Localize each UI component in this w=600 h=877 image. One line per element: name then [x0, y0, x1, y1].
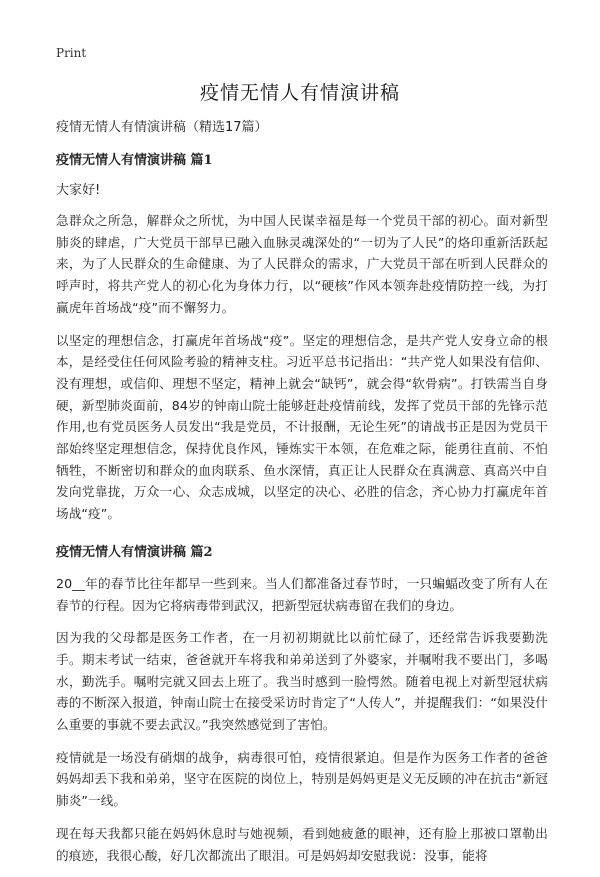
- section-heading: 疫情无情人有情演讲稿 篇2: [56, 544, 213, 560]
- paragraph: 急群众之所急，解群众之所忧，为中国人民谋幸福是每一个党员干部的初心。面对新型肺炎的肆虐，广大党员干部早已融入血脉灵魂深处的“一切为了人民”的烙印重新活跃起来，为了人民群众的生命健康、为了人民群众的需求，广大党员干部在听到人民群众的呼声时，将共产党人的初心化为身体力行，以“硬核”作风本领奔赴疫情防控一线，为打赢虎年首场战“疫”而不懈努力。: [56, 213, 548, 315]
- section-1: [56, 151, 548, 525]
- greeting-text: 大家好!: [56, 183, 101, 198]
- print-link[interactable]: Print: [56, 46, 87, 60]
- paragraph: 现在每天我都只能在妈妈休息时与她视频，看到她疲惫的眼神，还有脸上那被口罩勒出的痕迹，我很心酸，好几次都流出了眼泪。可是妈妈却安慰我说：没事，能将: [56, 825, 548, 863]
- paragraph: 20__年的春节比往年都早一些到来。当人们都准备过春节时，一只蝙蝠改变了所有人在春节的行程。因为它将病毒带到武汉，把新型冠状病毒留在我们的身边。: [56, 575, 548, 613]
- document-subtitle: 疫情无情人有情演讲稿（精选17篇）: [56, 120, 268, 135]
- paragraph: 疫情就是一场没有硝烟的战争，病毒很可怕，疫情很紧迫。但是作为医务工作者的爸爸妈妈却丢下我和弟弟，坚守在医院的岗位上，特别是妈妈更是义无反顾的冲在抗击“新冠肺炎”一线。: [56, 749, 548, 809]
- document-body: [56, 118, 548, 877]
- paragraph: 因为我的父母都是医务工作者，在一月初初期就比以前忙碌了，还经常告诉我要勤洗手。期末考试一结束，爸爸就开车将我和弟弟送到了外婆家，并嘱咐我不要出门，多喝水，勤洗手。嘱咐完就又回去上班了。我当时感到一脸愕然。随着电视上对新型冠状病毒的不断深入报道，钟南山院士在接受采访时肯定了“人传人”，并提醒我们：“如果没什么重要的事就不要去武汉。”我突然感觉到了害怕。: [56, 630, 548, 733]
- section-heading: 疫情无情人有情演讲稿 篇1: [56, 153, 213, 168]
- page-title: 疫情无情人有情演讲稿: [199, 82, 400, 104]
- section-2: [56, 543, 548, 866]
- paragraph: 以坚定的理想信念，打赢虎年首场战“疫”。坚定的理想信念，是共产党人安身立命的根本，是经受住任何风险考验的精神支柱。习近平总书记指出：“共产党人如果没有信仰、没有理想，或信仰、理想不坚定，精神上就会“缺钙”，就会得“软骨病”。打铁需当自身硬，新型肺炎面前，84岁的钟南山院士能够赶赴疫情前线，发挥了党员干部的先锋示范作用,也有党员医务人员发出“我是党员，不计报酬，无论生死”的请战书正是因为党员干部始终坚定理想信念，保持优良作风，锤炼实干本领，在危难之际，能勇往直前、不怕牺牲，不断密切和群众的血肉联系、鱼水深情，真正让人民群众在真满意、真高兴中自发向党靠拢，万众一心、众志成城，以坚定的决心、必胜的信念，齐心协力打赢虎年首场战“疫”。: [56, 332, 548, 522]
